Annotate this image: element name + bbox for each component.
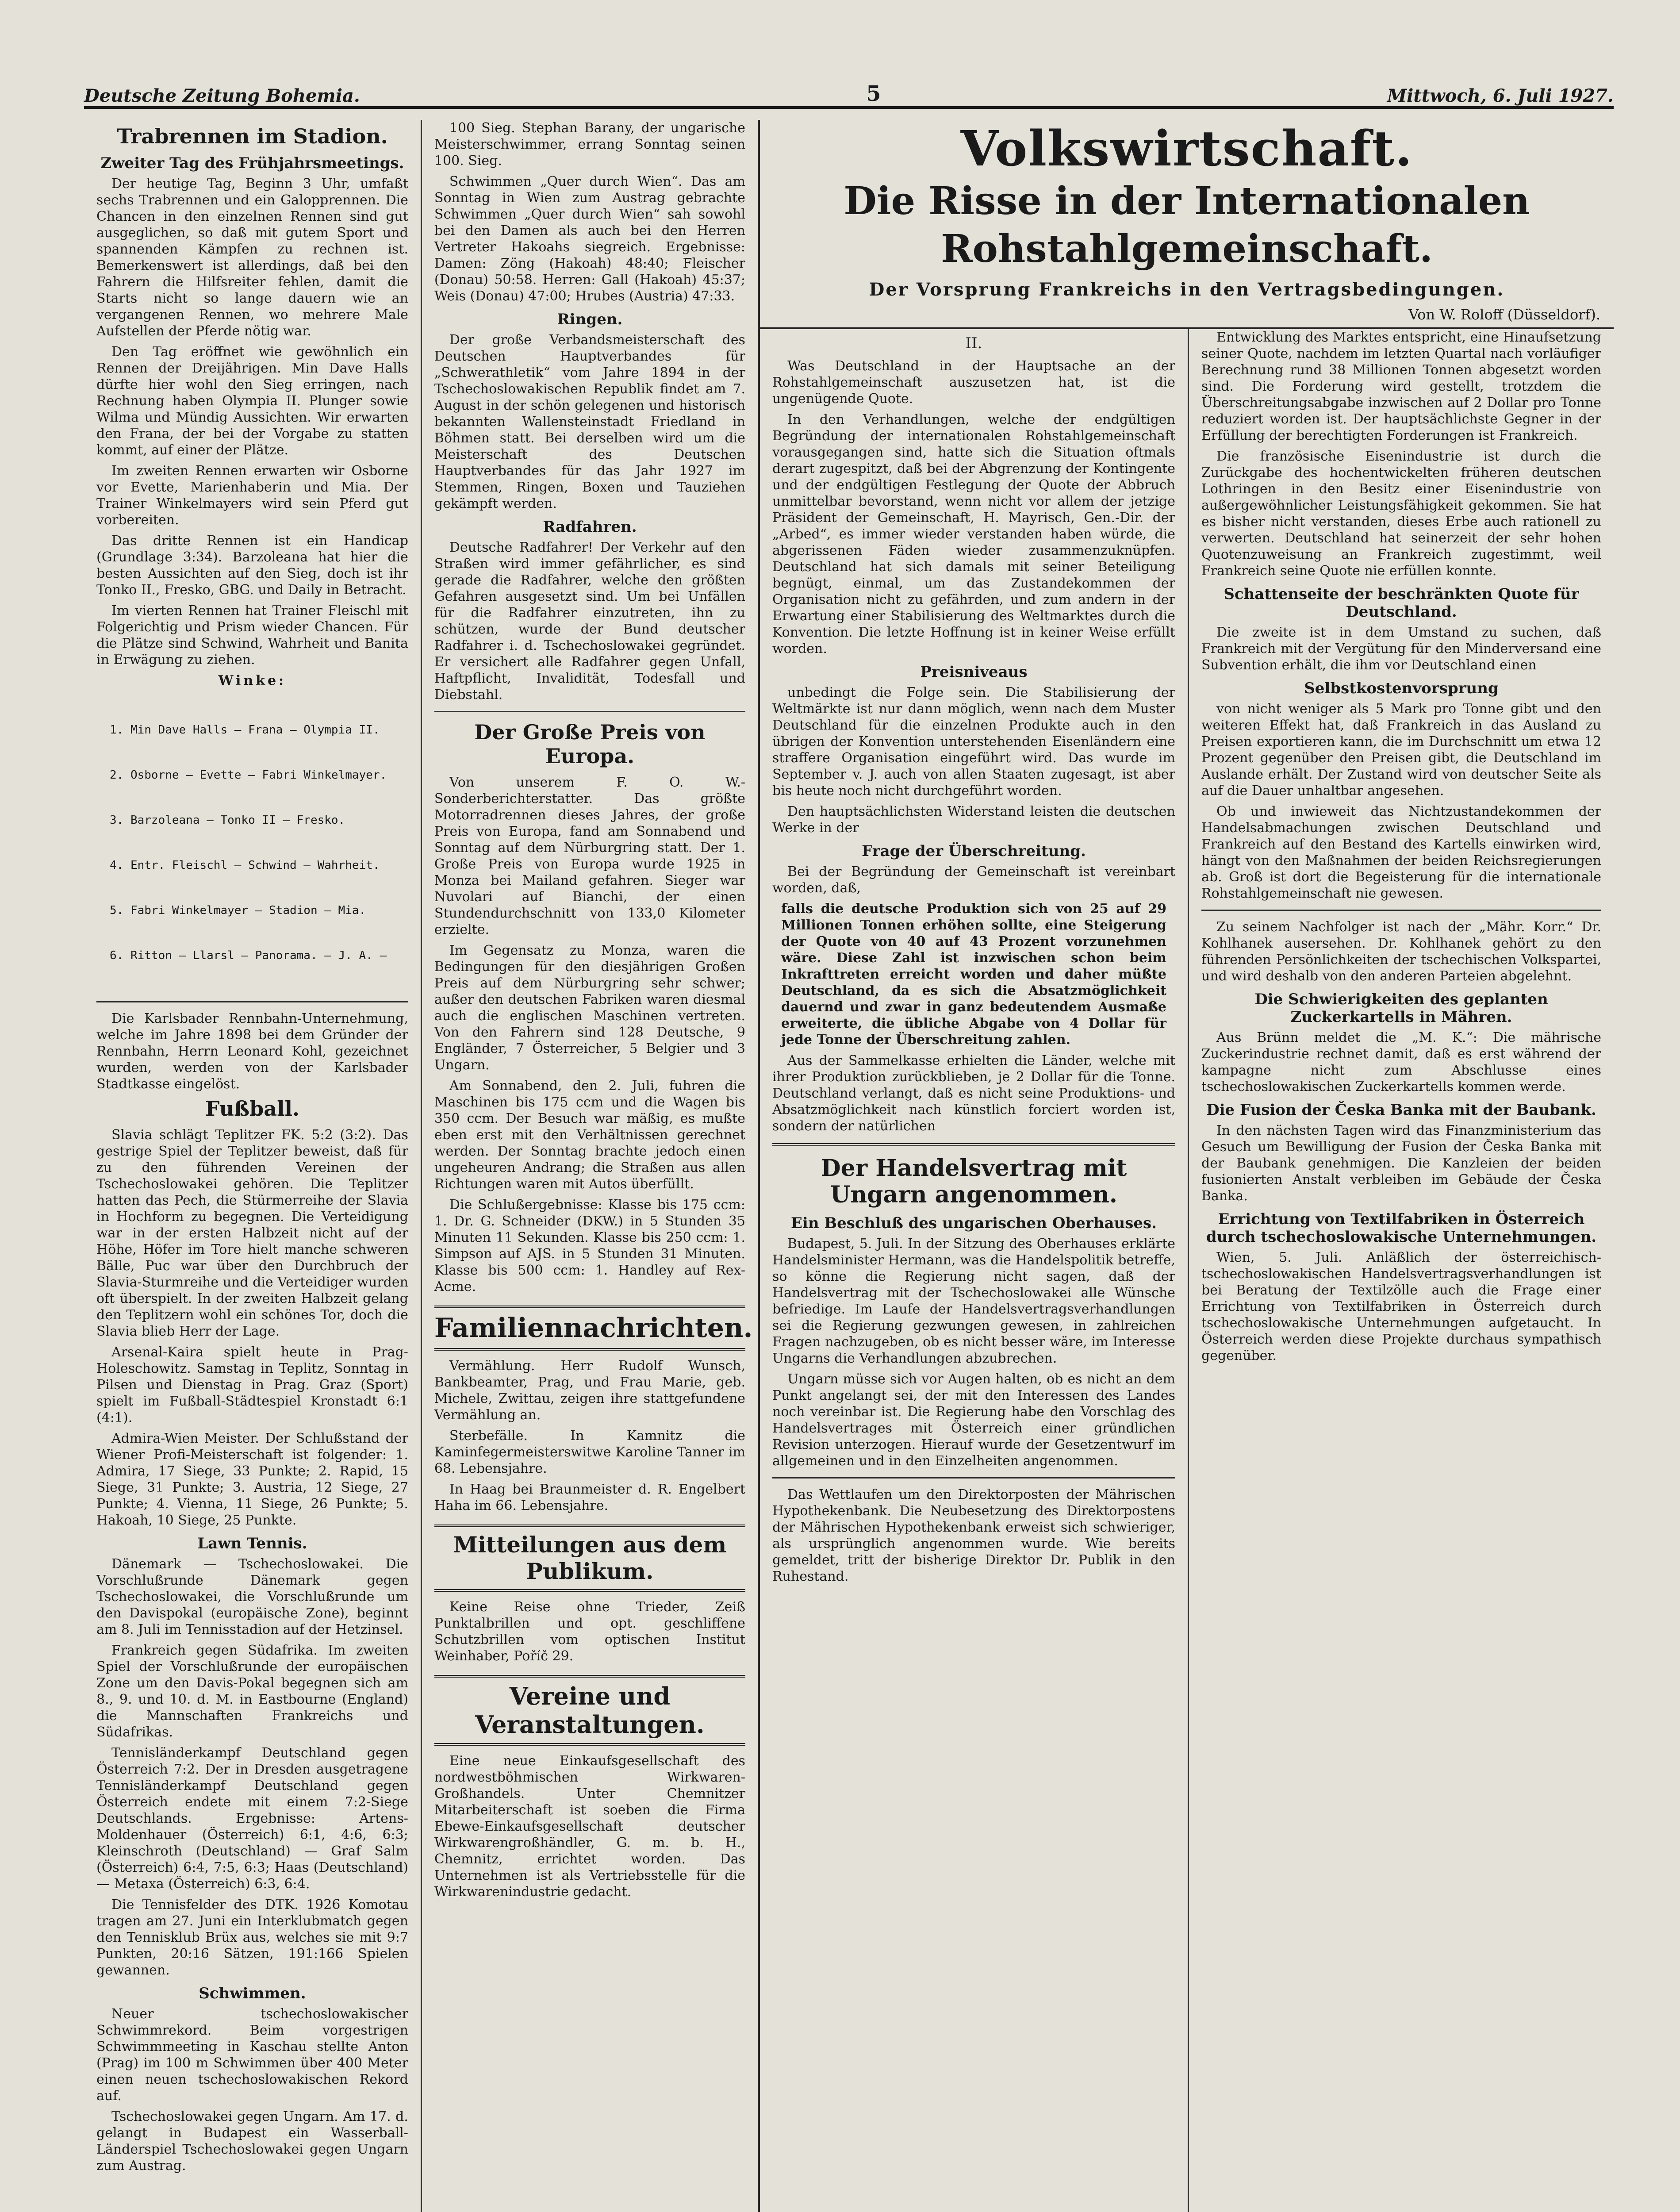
- columns: [84, 120, 1614, 2212]
- paragraph: Den Tag eröffnet wie gewöhnlich ein Rennen der Dreijährigen. Min Dave Halls dürfte hier wohl den Sieg erringen, nach Rechnung haben Olympia II. Plunger sowie Wilma und Mündig Aussichten. Wir erwarten den Frana, der bei der Vorgabe zu statten kommt, auf einer der Plätze.: [96, 344, 408, 458]
- paragraph: Neuer tschechoslowakischer Schwimmrekord. Beim vorgestrigen Schwimmmeeting in Kaschau stellte Anton (Prag) im 100 m Schwimmen über 400 Meter einen neuen tschechoslowakischen Rekord auf.: [96, 2006, 408, 2104]
- tip-item: 5. Fabri Winkelmayer — Stadion — Mia.: [110, 904, 366, 917]
- tips-list: [110, 692, 408, 993]
- sport-heading: Trabrennen im Stadion.: [117, 124, 388, 148]
- tip-item: 6. Ritton — Llarsl — Panorama. — J. A. —: [110, 949, 387, 962]
- paragraph: Das Wettlaufen um den Direktorposten der Mährischen Hypothekenbank. Die Neubesetzung des Direktorpostens der Mährischen Hypothekenbank erweist sich schwieriger, als ursprünglich angenommen wurde. Wie bereits gemeldet, tritt der bisherige Direktor Dr. Publik in den Ruhestand.: [772, 1487, 1175, 1584]
- paragraph: Den hauptsächlichsten Widerstand leisten die deutschen Werke in der: [772, 804, 1175, 836]
- paragraph: Die französische Eisenindustrie ist durch die Zurückgabe des hochentwickelten früheren deutschen Lothringen in den Besitz einer Eisenindustrie von außergewöhnlicher Leistungsfähigkeit gekommen. Sie hat es bisher nicht verstanden, dieses Erbe auch rationell zu verwerten. Deutschland hat seinerzeit der sehr hohen Quotenzuweisung an Frankreich zugestimmt, weil Frankreich seine Quote nie erfüllen konnte.: [1201, 449, 1601, 579]
- paragraph: Entwicklung des Marktes entspricht, eine Hinaufsetzung seiner Quote, nachdem im letzten Quartal nach vorläufiger Berechnung rund 38 Millionen Tonnen abgesetzt worden sind. Die Forderung wird gestellt, trotzdem die Überschreitungsabgabe inzwischen auf 2 Dollar pro Tonne reduziert worden ist. Der hauptsächlichste Gegner in der Erfüllung der berechtigten Forderungen ist Frankreich.: [1201, 330, 1601, 443]
- hungary-subheading: Ein Beschluß des ungarischen Oberhauses.: [791, 1214, 1157, 1232]
- sport-subheading: Zweiter Tag des Frühjahrsmeetings.: [100, 154, 404, 172]
- paragraph: Bei der Begründung der Gemeinschaft ist vereinbart worden, daß,: [772, 864, 1175, 896]
- page-header: [84, 82, 1614, 109]
- paragraph: Das dritte Rennen ist ein Handicap (Grundlage 3:34). Barzoleana hat hier die besten Aussichten auf den Sieg, doch ist ihr Tonko II., Fresko, GBG. und Daily in Betracht.: [96, 533, 408, 598]
- tip-item: 3. Barzoleana — Tonko II — Fresko.: [110, 814, 345, 827]
- economy-banner: [760, 120, 1614, 329]
- paragraph: Keine Reise ohne Trieder, Zeiß Punktalbrillen und opt. geschliffene Schutzbrillen vom optischen Institut Weinhaber, Poříč 29.: [434, 1599, 745, 1664]
- economy-section: [760, 120, 1614, 2212]
- events-heading: Vereine und Veranstaltungen.: [434, 1675, 745, 1746]
- paragraph: Zu seinem Nachfolger ist nach der „Mähr. Korr.“ Dr. Kohlhanek ausersehen. Dr. Kohlhanek gehört zu den führenden Persönlichkeiten der tschechischen Volkspartei, und wird deshalb von den anderen Parteien abgelehnt.: [1201, 919, 1601, 984]
- paragraph: Vermählung. Herr Rudolf Wunsch, Bankbeamter, Prag, und Frau Marie, geb. Michele, Zwittau, zeigen ihre stattgefundene Vermählung an.: [434, 1358, 745, 1423]
- divider: [772, 1477, 1175, 1479]
- paragraph: Was Deutschland in der Hauptsache an der Rohstahlgemeinschaft auszusetzen hat, ist die ungenügende Quote.: [772, 358, 1175, 407]
- bank-subheading: Die Fusion der Česka Banka mit der Baubank.: [1206, 1101, 1596, 1119]
- paragraph: Ungarn müsse sich vor Augen halten, ob es nicht an dem Punkt angelangt sei, der mit den Interessen des Landes noch vereinbar ist. Die Regierung habe den Vorschlag des Handelsvertrages mit Österreich einer gründlichen Revision unterzogen. Hierauf wurde der Gesetzentwurf im allgemeinen und in den Einzelheiten angenommen.: [772, 1371, 1175, 1469]
- cycling-heading: Radfahren.: [543, 518, 637, 536]
- paragraph: von nicht weniger als 5 Mark pro Tonne gibt und den weiteren Effekt hat, daß Frankreich in das Ausland zu Preisen exportieren kann, die im Durchschnitt um etwa 12 Prozent gegenüber den Preisen gibt, die Deutschland im Auslande erhält. Der Zustand wird von deutscher Seite als auf die Dauer unhaltbar angesehen.: [1201, 701, 1601, 799]
- family-news-heading: Familiennachrichten.: [434, 1306, 745, 1351]
- paragraph: Von unserem F. O. W.-Sonderberichterstatter. Das größte Motorradrennen dieses Jahres, der große Preis von Europa, fand am Sonnabend und Sonntag auf dem Nürburgring statt. Der 1. Große Preis von Europa wurde 1925 in Monza bei Mailand gefahren. Sieger war Nuvolari auf Bianchi, der einen Stundendurchschnitt von 133,0 Kilometer erzielte.: [434, 775, 745, 937]
- column-2: [422, 120, 760, 2212]
- tip-item: 4. Entr. Fleischl — Schwind — Wahrheit.: [110, 859, 380, 872]
- paragraph: Ob und inwieweit das Nichtzustandekommen der Handelsabmachungen zwischen Deutschland und Frankreich auf den Bestand des Kartells einwirken wird, hängt von den Maßnahmen der beiden Reichsregierungen ab. Groß ist dort die Begeisterung für die internationale Rohstahlgemeinschaft nie gewesen.: [1201, 804, 1601, 901]
- part-number: II.: [965, 334, 982, 352]
- paragraph: Slavia schlägt Teplitzer FK. 5:2 (3:2). Das gestrige Spiel der Teplitzer beweist, daß für zu den führenden Vereinen der Tschechoslowakei gehören. Die Teplitzer hatten das Pech, die Stürmerreihe der Slavia in Hochform zu begegnen. Die Verteidigung war in der ersten Halbzeit nicht auf der Höhe, Höfer im Tore hielt manche schweren Bälle, Puc war über den Durchbruch der Slavia-Sturmreihe und die Verteidiger wurden oft überspielt. In der zweiten Halbzeit gelang den Teplitzern wohl ein schönes Tor, doch die Slavia blieb Herr der Lage.: [96, 1127, 408, 1339]
- football-heading: Fußball.: [205, 1097, 300, 1121]
- paragraph: Budapest, 5. Juli. In der Sitzung des Oberhauses erklärte Handelsminister Hermann, was die Handelspolitik betreffe, so könne die Regierung nicht sagen, daß der Handelsvertrag mit der Tschechoslowakei alle Wünsche befriedige. Im Laufe der Handelsvertragsverhandlungen sei die Regierung gezwungen gewesen, in zahlreichen Fragen nachzugeben, ob es nicht besser wäre, im Interesse Ungarns die Verhandlungen abzubrechen.: [772, 1236, 1175, 1366]
- france-subheading: Schattenseite der beschränkten Quote für Deutschland.: [1224, 585, 1579, 621]
- paragraph: Im vierten Rennen hat Trainer Fleischl mit Folgerichtig und Prism wieder Chancen. Für die Plätze sind Schwind, Wahrheit und Banita in Erwägung zu ziehen.: [96, 603, 408, 668]
- paragraph: Der große Verbandsmeisterschaft des Deutschen Hauptverbandes für „Schwerathletik“ vom Jahre 1894 in der Tschechoslowakischen Republik findet am 7. August in der schön gelegenen und historisch bekannten Wallensteinstadt Friedland in Böhmen statt. Bei derselben wird um die Meisterschaft des Deutschen Hauptverbandes für das Jahr 1927 im Stemmen, Ringen, Boxen und Tauziehen gekämpft werden.: [434, 332, 745, 511]
- wrestling-heading: Ringen.: [557, 311, 623, 328]
- column-4: [1189, 329, 1614, 2212]
- price-subheading: Preisniveaus: [920, 663, 1028, 681]
- swimming-heading: Schwimmen.: [199, 1985, 306, 2002]
- paragraph: Die Tennisfelder des DTK. 1926 Komotau tragen am 27. Juni ein Interklubmatch gegen den Tennisklub Brüx aus, welches sie mit 9:7 Punkten, 20:16 Sätzen, 191:166 Spielen gewannen.: [96, 1897, 408, 1978]
- divider: [1201, 910, 1601, 911]
- agreement-quote: falls die deutsche Produktion sich von 25 auf 29 Millionen Tonnen erhöhen sollte, eine Steigerung der Quote von 40 auf 43 Prozent vorzunehmen wäre. Diese Zahl ist inzwischen schon beim Inkrafttreten erreicht worden und daher müßte Deutschland, da es sich die Absatzmöglichkeit dauernd und zwar in ganz bedeutendem Ausmaße erweiterte, die übliche Abgabe von 4 Dollar für jede Tonne der Überschreitung zahlen.: [781, 901, 1166, 1048]
- column-1: [84, 120, 422, 2212]
- public-notices-heading: Mitteilungen aus dem Publikum.: [434, 1525, 745, 1592]
- hungary-heading: Der Handelsvertrag mit Ungarn angenommen.: [821, 1155, 1127, 1208]
- divider: [434, 711, 745, 712]
- divider: [772, 1143, 1175, 1146]
- sugar-subheading: Die Schwierigkeiten des geplanten Zuckerkartells in Mähren.: [1254, 991, 1548, 1026]
- economy-columns: [760, 329, 1614, 2212]
- paragraph: Der heutige Tag, Beginn 3 Uhr, umfaßt sechs Trabrennen und ein Galopprennen. Die Chancen in den einzelnen Rennen sind gut ausgeglichen, so daß mit gutem Sport und spannenden Kämpfen zu rechnen ist. Bemerkenswert ist allerdings, daß bei den Fahrern die Hilfsreiter fehlen, damit die Starts nicht so lange dauern wie an vergangenen Rennen, wo mehrere Male Aufstellen der Pferde nötig war.: [96, 176, 408, 339]
- paragraph: Tschechoslowakei gegen Ungarn. Am 17. d. gelangt in Budapest ein Wasserball-Länderspiel Tschechoslowakei gegen Ungarn zum Austrag.: [96, 2109, 408, 2174]
- paragraph: Wien, 5. Juli. Anläßlich der österreichisch-tschechoslowakischen Handelsvertragsverhandlungen ist bei Beratung der Textilzölle auch die Frage einer Errichtung von Textilfabriken in Österreich durch tschechoslowakische Unternehmungen aufgetaucht. In Österreich werden diese Projekte durchaus sympathisch gegenüber.: [1201, 1250, 1601, 1363]
- paper-name: Deutsche Zeitung Bohemia.: [84, 85, 360, 106]
- paragraph: Tennisländerkampf Deutschland gegen Österreich 7:2. Der in Dresden ausgetragene Tennisländerkampf Deutschland gegen Österreich endete mit einem 7:2-Siege Deutschlands. Ergebnisse: Artens-Moldenhauer (Österreich) 6:1, 4:6, 6:3; Kleinschroth (Deutschland) — Graf Salm (Österreich) 6:4, 7:5, 6:3; Haas (Deutschland) — Metaxa (Österreich) 6:3, 6:4.: [96, 1745, 408, 1892]
- paragraph: Dänemark — Tschechoslowakei. Die Vorschlußrunde Dänemark gegen Tschechoslowakei, die Vorschlußrunde um den Davispokal (europäische Zone), beginnt am 8. Juli im Tennisstadion auf der Hetzinsel.: [96, 1556, 408, 1637]
- paragraph: Am Sonnabend, den 2. Juli, fuhren die Maschinen bis 175 ccm und die Wagen bis 350 ccm. Der Besuch war mäßig, es mußte eben erst mit den Verhältnissen gerechnet werden. Der Sonntag brachte jedoch einen ungeheuren Andrang; die Straßen aus allen Richtungen waren mit Autos überfüllt.: [434, 1078, 745, 1192]
- paragraph: 100 Sieg. Stephan Barany, der ungarische Meisterschwimmer, errang Sonntag seinen 100. Sieg.: [434, 120, 745, 169]
- deck-line: Der Vorsprung Frankreichs in den Vertragsbedingungen.: [869, 279, 1505, 300]
- rubric-title: Volkswirtschaft.: [960, 120, 1413, 177]
- paragraph: Schwimmen „Quer durch Wien“. Das am Sonntag in Wien zum Austrag gebrachte Schwimmen „Quer durch Wien“ sah sowohl bei den Damen als auch bei den Herren Vertreter Hakoahs siegreich. Ergebnisse: Damen: Zöng (Hakoah) 48:40; Fleischer (Donau) 50:58. Herren: Gall (Hakoah) 45:37; Weis (Donau) 47:00; Hrubes (Austria) 47:33.: [434, 174, 745, 304]
- paragraph: In den nächsten Tagen wird das Finanzministerium das Gesuch um Bewilligung der Fusion der Česka Banka mit der Baubank genehmigen. Die Kanzleien der beiden fusionierten Anstalt verbleiben im Gebäude der Česka Banka.: [1201, 1123, 1601, 1204]
- page-number: 5: [866, 81, 881, 106]
- paragraph: Aus Brünn meldet die „M. K.“: Die mährische Zuckerindustrie rechnet damit, daß es erst während der kampagne nicht zum Abschlusse eines tschechoslowakischen Zuckerkartells kommen werde.: [1201, 1030, 1601, 1094]
- tips-heading: Winke:: [218, 673, 287, 688]
- tennis-heading: Lawn Tennis.: [197, 1535, 307, 1552]
- paragraph: Im zweiten Rennen erwarten wir Osborne vor Evette, Marienhaberin und Mia. Der Trainer Winkelmayers wird sein Pferd gut vorbereiten.: [96, 463, 408, 528]
- quota-subheading: Frage der Überschreitung.: [862, 842, 1086, 860]
- divider: [96, 1001, 408, 1002]
- paragraph: Die Karlsbader Rennbahn-Unternehmung, welche im Jahre 1898 bei dem Gründer der Rennbahn, Herrn Leonard Kohl, gezeichnet wurden, werden von der Karlsbader Stadtkasse eingelöst.: [96, 1011, 408, 1092]
- byline: Von W. Roloff (Düsseldorf).: [1408, 306, 1600, 323]
- paragraph: Frankreich gegen Südafrika. Im zweiten Spiel der Vorschlußrunde der europäischen Zone um den Davis-Pokal begegnen sich am 8., 9. und 10. d. M. in Eastbourne (England) die Mannschaften Frankreichs und Südafrikas.: [96, 1643, 408, 1740]
- paragraph: Arsenal-Kaira spielt heute in Prag-Holeschowitz. Samstag in Teplitz, Sonntag in Pilsen und Dienstag in Prag. Graz (Sport) spielt im Fußball-Städtespiel Kronstadt 6:1 (4:1).: [96, 1344, 408, 1425]
- issue-date: Mittwoch, 6. Juli 1927.: [1387, 85, 1614, 106]
- paragraph: Sterbefälle. In Kamnitz die Kaminfegermeisterswitwe Karoline Tanner im 68. Lebensjahre.: [434, 1428, 745, 1476]
- cost-subheading: Selbstkostenvorsprung: [1304, 680, 1499, 697]
- paragraph: Im Gegensatz zu Monza, waren die Bedingungen für den diesjährigen Großen Preis auf dem Nürburgring sehr schwer; außer den deutschen Fabriken waren diesmal auch die englischen Maschinen vertreten. Von den Fahrern sind 128 Deutsche, 9 Engländer, 7 Österreicher, 5 Belgier und 3 Ungarn.: [434, 943, 745, 1073]
- grand-prix-heading: Der Große Preis von Europa.: [474, 720, 706, 768]
- paragraph: Admira-Wien Meister. Der Schlußstand der Wiener Profi-Meisterschaft ist folgender: 1. Admira, 17 Siege, 33 Punkte; 2. Rapid, 15 Siege, 31 Punkte; 3. Austria, 12 Siege, 27 Punkte; 4. Vienna, 11 Siege, 26 Punkte; 5. Hakoah, 10 Siege, 25 Punkte.: [96, 1431, 408, 1528]
- textile-subheading: Errichtung von Textilfabriken in Österreich durch tschechoslowakische Unternehmungen.: [1206, 1210, 1597, 1246]
- tip-item: 2. Osborne — Evette — Fabri Winkelmayer.: [110, 768, 387, 782]
- paragraph: Aus der Sammelkasse erhielten die Länder, welche mit ihrer Produktion zurückblieben, je 2 Dollar für die Tonne. Deutschland verlangt, daß es nicht seine Produktions- und Absatzmöglichkeit nach künstlich forciert worden ist, sondern der natürlichen: [772, 1053, 1175, 1134]
- main-headline: Die Risse in der Internationalen Rohstahlgemeinschaft.: [844, 179, 1530, 271]
- paragraph: Eine neue Einkaufsgesellschaft des nordwestböhmischen Wirkwaren-Großhandels. Unter Chemnitzer Mitarbeiterschaft ist soeben die Firma Ebewe-Einkaufsgesellschaft deutscher Wirkwarengroßhändler, G. m. b. H., Chemnitz, errichtet worden. Das Unternehmen ist als Vertriebsstelle für die Wirkwarenindustrie gedacht.: [434, 1753, 745, 1900]
- tip-item: 1. Min Dave Halls — Frana — Olympia II.: [110, 723, 380, 737]
- paragraph: In Haag bei Braunmeister d. R. Engelbert Haha im 66. Lebensjahre.: [434, 1482, 745, 1513]
- paragraph: Die zweite ist in dem Umstand zu suchen, daß Frankreich mit der Vergütung für den Minderversand eine Subvention erhält, die ihm vor Deutschland einen: [1201, 625, 1601, 673]
- column-3: [760, 329, 1189, 2212]
- paragraph: Deutsche Radfahrer! Der Verkehr auf den Straßen wird immer gefährlicher, es sind gerade die Radfahrer, welche den größten Gefahren ausgesetzt sind. Um bei Unfällen für die Radfahrer einzutreten, ihn zu schützen, wurde der Bund deutscher Radfahrer i. d. Tschechoslowakei gegründet. Er versichert alle Radfahrer gegen Unfall, Haftpflicht, Invalidität, Todesfall und Diebstahl.: [434, 540, 745, 703]
- paragraph: In den Verhandlungen, welche der endgültigen Begründung der internationalen Rohstahlgemeinschaft vorausgegangen sind, hatte sich die Situation oftmals derart zugespitzt, daß bei der Abgrenzung der Kontingente und der endgültigen Festlegung der Quote der Abbruch unmittelbar bevorstand, wenn nicht vor allem der jetzige Präsident der Gemeinschaft, H. Mayrisch, Gen.-Dir. der „Arbed“, es immer wieder verstanden haben würde, die abgerissenen Fäden wieder zusammenzuknüpfen. Deutschland hat sich damals mit seiner Beteiligung begnügt, einmal, um das Zustandekommen der Organisation nicht zu gefährden, und zum andern in der Erwartung einer Stabilisierung des Weltmarktes durch die Konvention. Die letzte Hoffnung ist in keiner Weise erfüllt worden.: [772, 412, 1175, 657]
- paragraph: unbedingt die Folge sein. Die Stabilisierung der Weltmärkte ist nur dann möglich, wenn nach dem Muster Deutschland für die einzelnen Produkte auch in den übrigen der Konvention unterstehenden Eisenländern eine straffere Organisation eingeführt wird. Das wurde im September v. J. auch von allen Staaten zugesagt, ist aber bis heute noch nicht durchgeführt worden.: [772, 685, 1175, 799]
- paragraph: Die Schlußergebnisse: Klasse bis 175 ccm: 1. Dr. G. Schneider (DKW.) in 5 Stunden 35 Minuten 11 Sekunden. Klasse bis 250 ccm: 1. Simpson auf AJS. in 5 Stunden 31 Minuten. Klasse bis 500 ccm: 1. Handley auf Rex-Acme.: [434, 1197, 745, 1294]
